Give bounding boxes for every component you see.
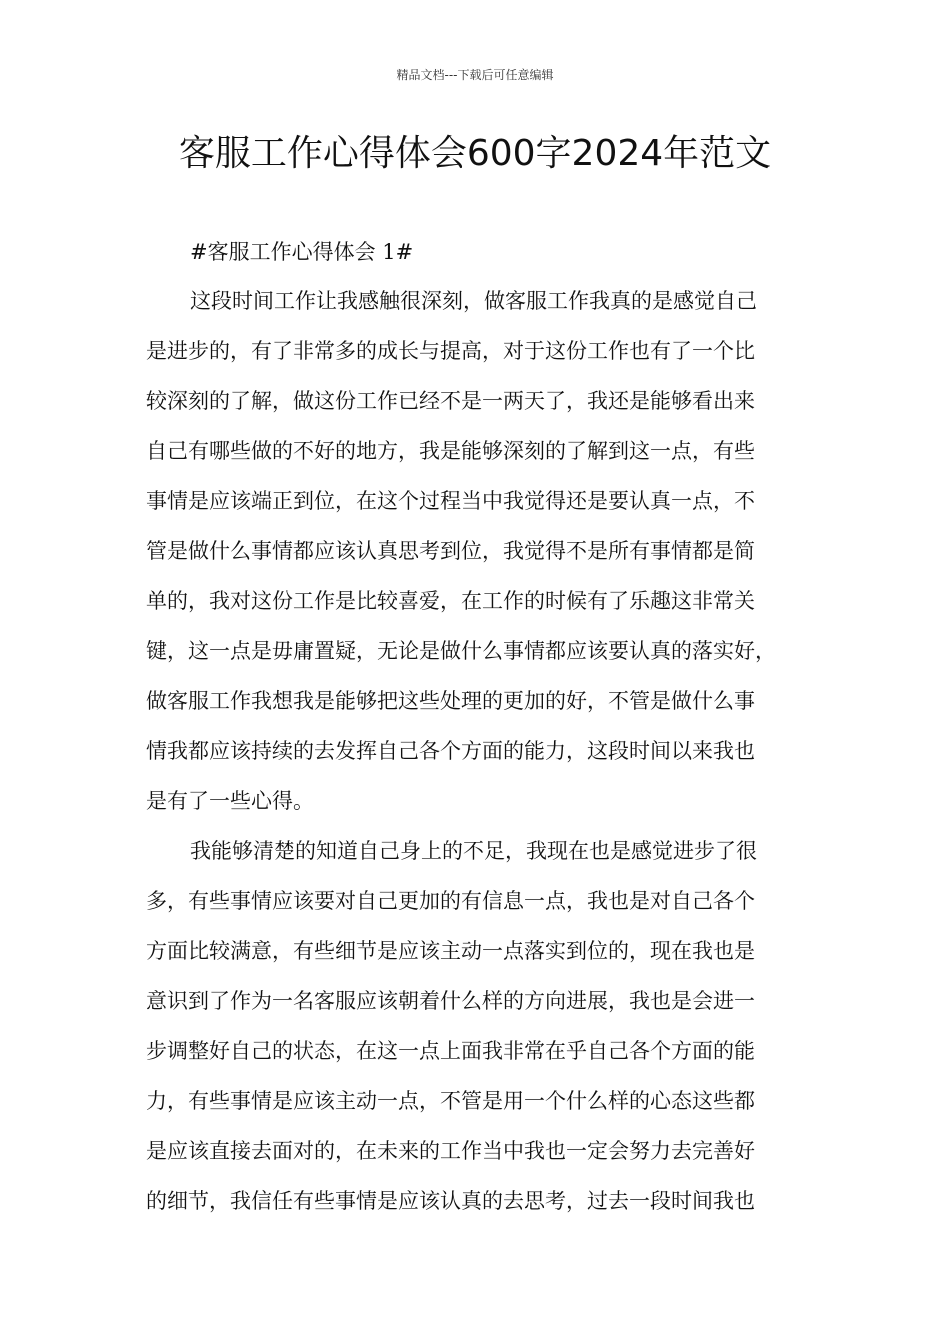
paragraph-line: 事情是应该端正到位，在这个过程当中我觉得还是要认真一点，不	[146, 489, 755, 513]
paragraph-2	[146, 826, 822, 1226]
paragraph-1	[146, 276, 822, 826]
paragraph-line: 我能够清楚的知道自己身上的不足，我现在也是感觉进步了很	[190, 839, 757, 863]
paragraph-line: 力，有些事情是应该主动一点，不管是用一个什么样的心态这些都	[146, 1089, 755, 1113]
paragraph-line: 单的，我对这份工作是比较喜爱，在工作的时候有了乐趣这非常关	[146, 589, 755, 613]
page-header: 精品文档---下载后可任意编辑	[396, 68, 554, 82]
paragraph-line: 多，有些事情应该要对自己更加的有信息一点，我也是对自己各个	[146, 889, 755, 913]
paragraph-line: 这段时间工作让我感触很深刻，做客服工作我真的是感觉自己	[190, 289, 757, 313]
paragraph-line: 的细节，我信任有些事情是应该认真的去思考，过去一段时间我也	[146, 1189, 755, 1213]
paragraph-line: 自己有哪些做的不好的地方，我是能够深刻的了解到这一点，有些	[146, 439, 755, 463]
paragraph-line: 方面比较满意，有些细节是应该主动一点落实到位的，现在我也是	[146, 939, 755, 963]
paragraph-line: 意识到了作为一名客服应该朝着什么样的方向进展，我也是会进一	[146, 989, 755, 1013]
section-heading: #客服工作心得体会 1#	[190, 240, 414, 264]
paragraph-line: 键，这一点是毋庸置疑，无论是做什么事情都应该要认真的落实好，	[146, 639, 776, 663]
paragraph-line: 较深刻的了解，做这份工作已经不是一两天了，我还是能够看出来	[146, 389, 755, 413]
paragraph-line: 做客服工作我想我是能够把这些处理的更加的好，不管是做什么事	[146, 689, 755, 713]
paragraph-line: 是应该直接去面对的，在未来的工作当中我也一定会努力去完善好	[146, 1139, 755, 1163]
paragraph-line: 管是做什么事情都应该认真思考到位，我觉得不是所有事情都是简	[146, 539, 755, 563]
document-body	[146, 228, 822, 1226]
paragraph-line: 情我都应该持续的去发挥自己各个方面的能力，这段时间以来我也	[146, 739, 755, 763]
paragraph-line: 是有了一些心得。	[146, 789, 314, 813]
paragraph-line: 是进步的，有了非常多的成长与提高，对于这份工作也有了一个比	[146, 339, 755, 363]
paragraph-line: 步调整好自己的状态，在这一点上面我非常在乎自己各个方面的能	[146, 1039, 755, 1063]
document-title: 客服工作心得体会600字2024年范文	[178, 133, 772, 174]
